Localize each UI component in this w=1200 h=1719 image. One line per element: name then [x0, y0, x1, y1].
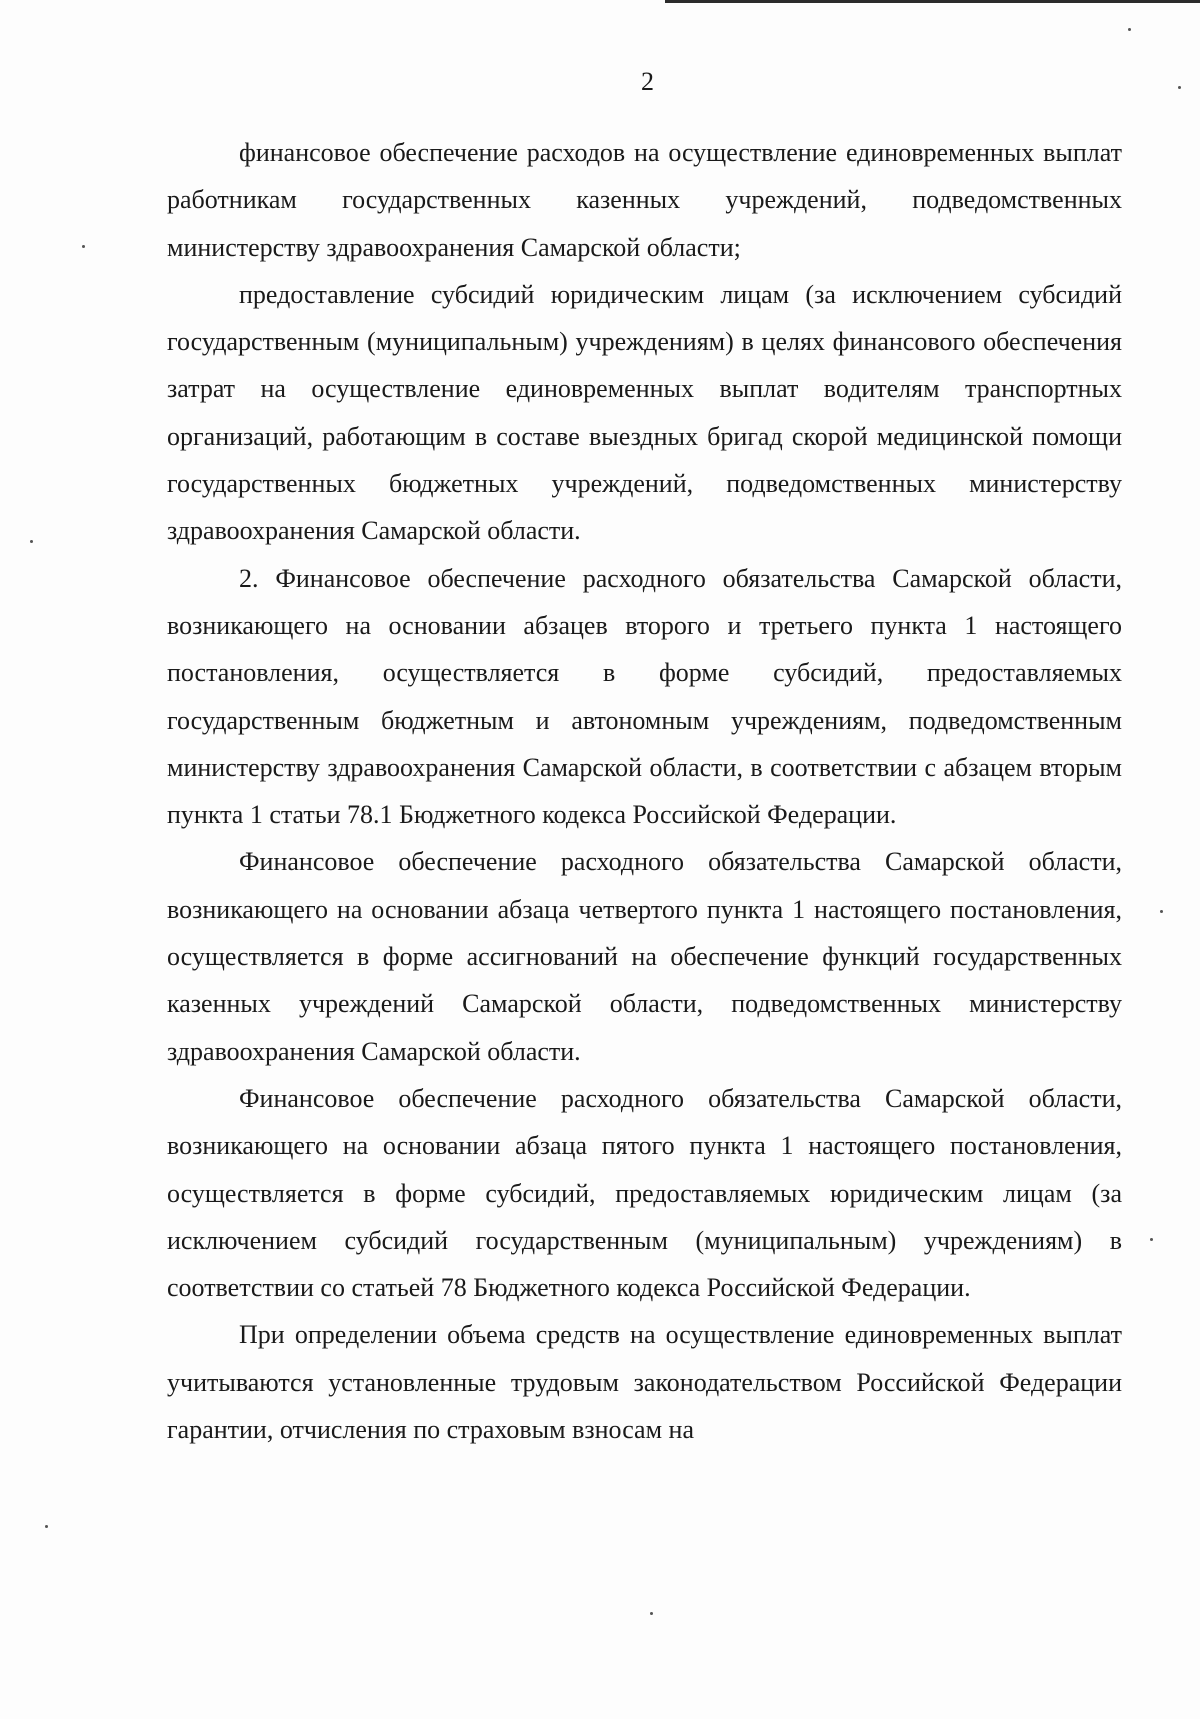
scan-speck	[1160, 910, 1163, 913]
paragraph-4: Финансовое обеспечение расходного обязательства Самарской области, возникающего на основании абзаца четвертого пункта 1 настоящего постановления, осуществляется в форме ассигнований на обеспечение функций государственных казенных учреждений Самарской области, подведомственных министерству здравоохранения Самарской области.	[167, 847, 1122, 1066]
document-body	[167, 129, 1122, 1453]
scan-speck	[1128, 28, 1131, 31]
scan-speck	[82, 245, 85, 248]
paragraph-5: Финансовое обеспечение расходного обязательства Самарской области, возникающего на основании абзаца пятого пункта 1 настоящего постановления, осуществляется в форме субсидий, предоставляемых юридическим лицам (за исключением субсидий государственным (муниципальным) учреждениям) в соответствии со статьей 78 Бюджетного кодекса Российской Федерации.	[167, 1083, 1122, 1303]
paragraph-6: При определении объема средств на осуществление единовременных выплат учитываются установленные трудовым законодательством Российской Федерации гарантии, отчисления по страховым взносам на	[167, 1320, 1122, 1445]
scan-speck	[30, 540, 33, 543]
scan-speck	[1178, 86, 1181, 89]
paragraph-2: предоставление субсидий юридическим лицам (за исключением субсидий государственным (муниципальным) учреждениям) в целях финансового обеспечения затрат на осуществление единовременных выплат водителям транспортных организаций, работающим в составе выездных бригад скорой медицинской помощи государственных бюджетных учреждений, подведомственных министерству здравоохранения Самарской области.	[167, 279, 1122, 546]
paragraph-3: 2. Финансовое обеспечение расходного обязательства Самарской области, возникающего на основании абзацев второго и третьего пункта 1 настоящего постановления, осуществляется в форме субсидий, предоставляемых государственным бюджетным и автономным учреждениям, подведомственным министерству здравоохранения Самарской области, в соответствии с абзацем вторым пункта 1 статьи 78.1 Бюджетного кодекса Российской Федерации.	[167, 563, 1122, 830]
scan-speck	[45, 1525, 48, 1528]
scan-edge-line	[665, 0, 1200, 3]
page-number: 2	[641, 67, 654, 96]
paragraph-1: финансовое обеспечение расходов на осуществление единовременных выплат работникам государственных казенных учреждений, подведомственных министерству здравоохранения Самарской области;	[167, 138, 1122, 262]
scan-speck	[1150, 1238, 1153, 1241]
scan-speck	[650, 1612, 653, 1615]
